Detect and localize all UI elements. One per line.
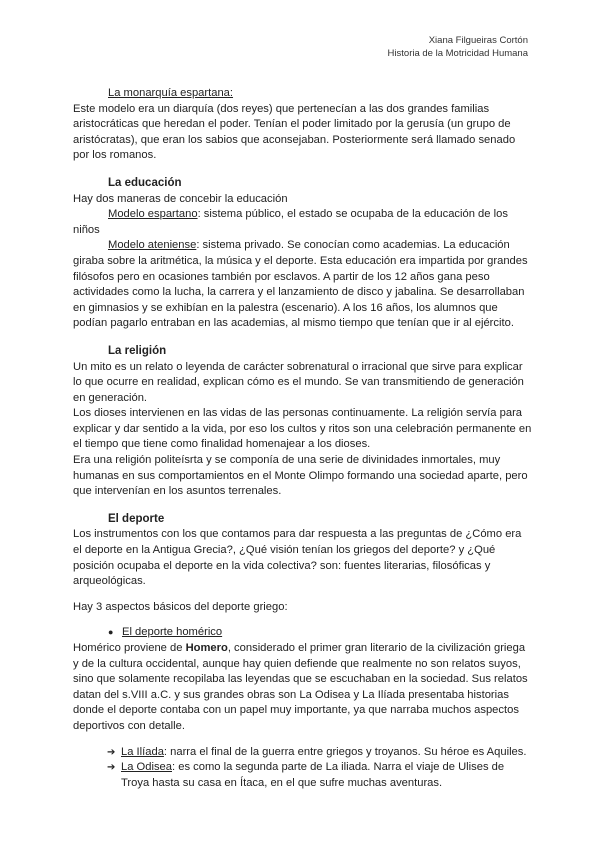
deporte-title: El deporte — [108, 512, 165, 525]
odisea-label: La Odisea — [121, 761, 172, 774]
iliada-label: La Ilíada — [121, 745, 164, 758]
monarquia-title: La monarquía espartana: — [108, 87, 234, 99]
monarquia-text: Este modelo era un diarquía (dos reyes) que pertenecían a las dos grandes familias aristocráticas que heredan el poder. Tenían el poder limitado por la gerusía (un grupo de aristócratas), que eran los sabios que aconsejaban. Posteriormente será llamado senado por los romanos. — [73, 102, 516, 162]
odisea-text: : es como la segunda parte de La iliada. Narra el viaje de Ulises de Troya hasta su casa en Ítaca, en el que sufre muchas aventuras. — [121, 761, 505, 789]
modelo-espartano-text: : sistema público, el estado se ocupaba de la educación de los niños — [73, 208, 508, 236]
arrow-item-iliada — [73, 745, 533, 761]
author-name: Xiana Filgueiras Cortón — [428, 35, 528, 46]
deporte-paragraph-1: Los instrumentos con los que contamos para dar respuesta a las preguntas de ¿Cómo era el deporte en la Antigua Grecia?, ¿Qué visión tenían los griegos del deporte? y ¿Qué posición ocupaba el deporte en la vida colectiva? son: fuentes literarias, filosóficas y arqueológicas. — [73, 528, 522, 588]
deporte-paragraph-2: Hay 3 aspectos básicos del deporte griego: — [73, 600, 288, 613]
homero-bold: Homero — [185, 642, 228, 654]
educacion-intro: Hay dos maneras de concebir la educación — [73, 192, 288, 205]
document-body — [73, 86, 533, 791]
subject-name: Historia de la Motricidad Humana — [387, 48, 528, 59]
homerico-paragraph — [73, 641, 533, 735]
arrow-right-icon: ➔ — [107, 746, 116, 758]
religion-paragraph-1: Un mito es un relato o leyenda de carácter sobrenatural o irracional que sirve para explicar lo que ocurre en realidad, explican cómo es el mundo. Se van transmitiendo de generación en generación. — [73, 360, 524, 404]
educacion-title: La educación — [108, 176, 182, 189]
modelo-ateniense-label: Modelo ateniense — [108, 239, 197, 252]
religion-title: La religión — [108, 344, 167, 357]
arrow-right-icon: ➔ — [107, 762, 116, 774]
religion-paragraph-2: Los dioses intervienen en las vidas de las personas continuamente. La religión servía para explicar y dar sentido a la vida, por eso los cultos y ritos son una celebración permanente en el tiempo que tiene como finalidad homenajear a los dioses. — [73, 407, 532, 451]
page-header — [388, 34, 528, 60]
homerico-text-post: , considerado el primer gran literario de la civilización griega y de la cultura occidental, aunque hay quien defiende que realmente no son relatos suyos, sino que solamente recopilaba las leyendas que se escuchaban en la sociedad. Sus relatos datan del s.VIII a.C. y sus grandes obras son La Odisea y La Ilíada presentaba historias donde el deporte contaba con un papel muy importante, ya que narraba muchos aspectos deportivos con detalle. — [73, 642, 528, 732]
modelo-ateniense-paragraph — [73, 238, 533, 332]
bullet-dot-icon: ● — [108, 627, 114, 638]
bullet-deporte-homerico — [73, 625, 533, 641]
modelo-espartano-label: Modelo espartano — [108, 208, 198, 221]
bullet-deporte-homerico-label: El deporte homérico — [122, 626, 223, 639]
iliada-text: : narra el final de la guerra entre griegos y troyanos. Su héroe es Aquiles. — [163, 745, 527, 758]
religion-paragraph-3: Era una religión politeísrta y se componía de una serie de divinidades inmortales, muy humanas en sus comportamientos en el Monte Olimpo formando una sociedad aparte, pero que intervenían en los asuntos terrenales. — [73, 454, 528, 498]
modelo-espartano-paragraph — [73, 207, 533, 238]
homerico-text-pre: Homérico proviene de — [73, 642, 186, 654]
modelo-ateniense-text: : sistema privado. Se conocían como academias. La educación giraba sobre la aritmética, la música y el deporte. Esta educación era impartida por grandes filósofos pero en ocasiones también por esclavos. A partir de los 12 años gana peso actividades como la lucha, la carrera y el lanzamiento de disco y jabalina. Se desarrollaban en gimnasios y se exhibían en la palestra (escenario). A los 16 años, los alumnos que podían pagarlo entraban en las academias, al mismo tiempo que tenían que ir al ejército. — [73, 239, 528, 330]
arrow-item-odisea — [73, 760, 533, 791]
